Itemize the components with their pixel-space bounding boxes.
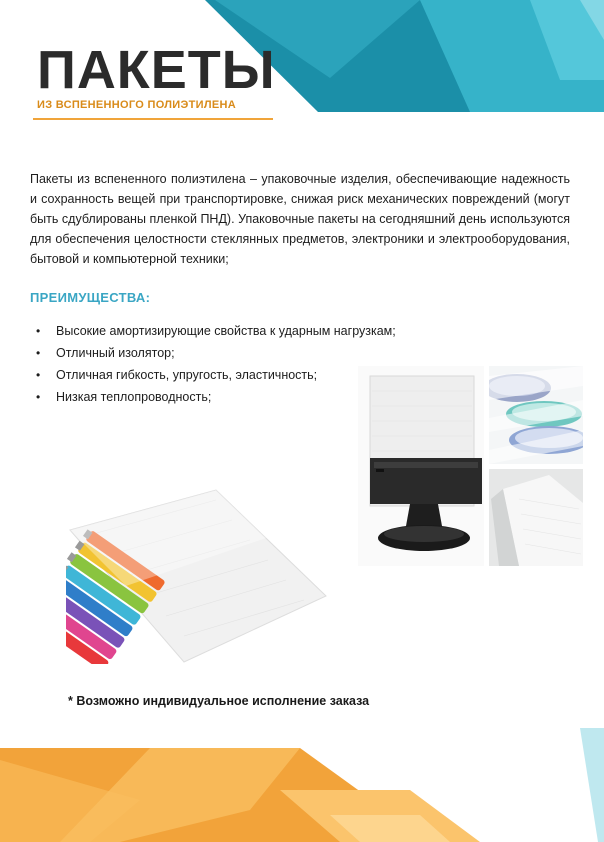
page-subtitle: ИЗ ВСПЕНЕННОГО ПОЛИЭТИЛЕНА bbox=[37, 99, 236, 111]
bullet-icon: • bbox=[36, 346, 41, 360]
benefit-text: Отличный изолятор; bbox=[56, 346, 175, 360]
benefit-item bbox=[36, 364, 396, 386]
benefits-heading: ПРЕИМУЩЕСТВА: bbox=[30, 290, 151, 305]
batteries-in-foam-bag-photo bbox=[66, 486, 328, 664]
custom-order-footnote: * Возможно индивидуальное исполнение заказа bbox=[68, 694, 370, 708]
subtitle-underline bbox=[33, 118, 273, 120]
benefit-text: Низкая теплопроводность; bbox=[56, 390, 212, 404]
monitor-in-foam-bag-photo bbox=[358, 366, 484, 566]
benefit-text: Высокие амортизирующие свойства к ударным нагрузкам; bbox=[56, 324, 396, 338]
bullet-icon: • bbox=[36, 324, 41, 338]
benefit-text: Отличная гибкость, упругость, эластичность; bbox=[56, 368, 318, 382]
bullet-icon: • bbox=[36, 390, 41, 404]
plates-wrapped-in-foam-photo bbox=[489, 366, 583, 464]
foam-sheet-closeup-photo bbox=[489, 469, 583, 566]
intro-paragraph: Пакеты из вспененного полиэтилена – упаковочные изделия, обеспечивающие надежность и сохранность вещей при транспортировке, снижая риск механических повреждений (могут быть сдублированы пленкой ПНД). Упаковочные пакеты на сегодняшний день используются для обеспечения целостности стеклянных предметов, электроники и электрооборудования, бытовой и компьютерной техники; bbox=[30, 172, 570, 266]
page-title: ПАКЕТЫ bbox=[37, 40, 276, 100]
bullet-icon: • bbox=[36, 368, 41, 382]
benefit-item bbox=[36, 320, 396, 342]
benefit-item bbox=[36, 386, 396, 408]
benefits-list bbox=[36, 320, 396, 408]
benefit-item bbox=[36, 342, 396, 364]
